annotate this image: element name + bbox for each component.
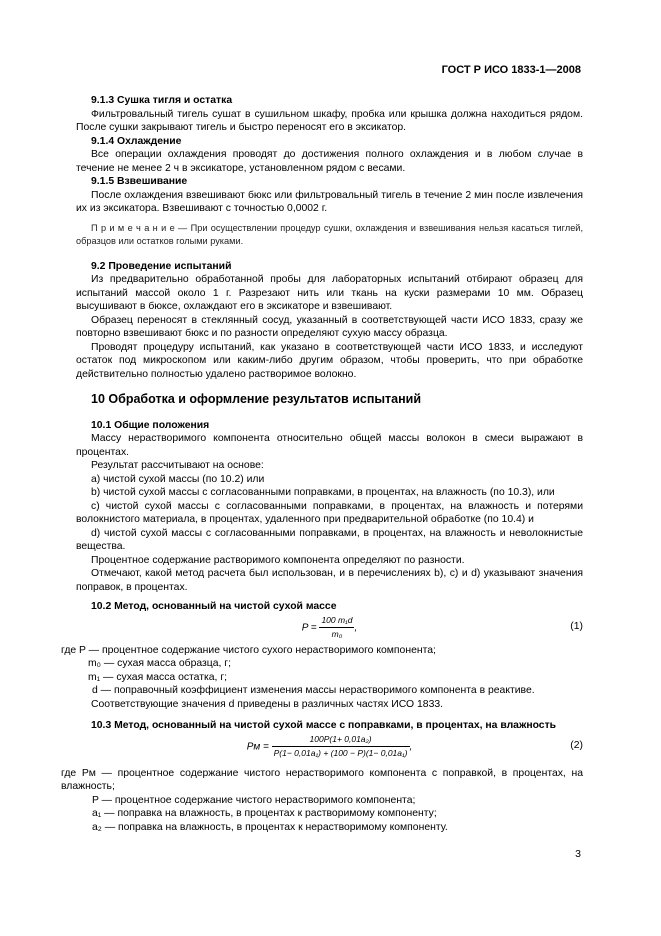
formula-2-definitions (61, 767, 583, 835)
definition-a2: a₂ — поправка на влажность, в процентах к нерастворимому компоненту. (92, 821, 448, 833)
list-item-a: a) чистой сухой массы (по 10.2) или (91, 473, 265, 485)
note (76, 222, 583, 248)
page-number: 3 (575, 848, 581, 860)
section-10-1-para-4: Отмечают, какой метод расчета был использован, и в перечислениях b), c) и d) указывают значения поправок, в процентах. (76, 568, 583, 593)
definition-m0: m₀ — сухая масса образца, г; (88, 658, 231, 669)
section-9-1-4-title: 9.1.4 Охлаждение (91, 135, 182, 147)
formula-2-numerator: 100P(1+ 0,01a₂) (272, 733, 410, 748)
section-9-2-para-2: Образец переносят в стеклянный сосуд, указанный в соответствующей части ИСО 1833, сразу же повторно взвешивают бюкс и по разности определяют сухую массу образца. (76, 314, 583, 339)
definition-pm: где Pм — процентное содержание чистого нерастворимого компонента с поправкой, в процентах, на влажность; (61, 767, 583, 792)
definition-a1: a₁ — поправка на влажность, в процентах к растворимому компоненту; (92, 808, 437, 819)
document-header: ГОСТ Р ИСО 1833-1—2008 (441, 64, 581, 76)
formula-1-definitions (61, 644, 583, 712)
page-content (61, 94, 583, 834)
definition-m1: m₁ — сухая масса остатка, г; (88, 671, 227, 683)
formula-2-lhs: Pм = (246, 741, 269, 753)
note-label: П р и м е ч а н и е — (91, 222, 188, 233)
section-10-1-para-2: Результат рассчитывают на основе: (91, 460, 264, 471)
section-9-1-4-text: Все операции охлаждения проводят до достижения полного охлаждения и в любом случае в течение не менее 2 ч в эксикаторе, установленном рядом с весами. (76, 149, 583, 174)
definition-p: где P — процентное содержание чистого сухого нерастворимого компонента; (61, 644, 436, 656)
section-9-2-para-1: Из предварительно обработанной пробы для лабораторных испытаний отбирают образец для испытаний массой около 1 г. Разрезают нить или ткань на куски размерами 10 мм. Образец высушивают в бюксе, охлаждают его в эксикаторе и взвешивают. (76, 274, 583, 312)
formula-2: Pм = $\frac{\text{100P(1+ 0,01a₂)}}{\text{P(1− 0,01a₁) + (100 − P)(1− 0,01a₁)}}$ , (2) (76, 733, 583, 763)
note-text: При осуществлении процедур сушки, охлаждения и взвешивания нельзя касаться тиглей, образцов или остатков голыми руками. (76, 222, 583, 246)
formula-1-lhs: P = (301, 622, 317, 634)
definition-d: d — поправочный коэффициент изменения массы нерастворимого компонента в реактиве. (92, 685, 535, 696)
formula-1-fraction (319, 614, 354, 642)
definition-p2: P — процентное содержание чистого нерастворимого компонента; (92, 794, 416, 806)
list-item-b: b) чистой сухой массы с согласованными поправками, в процентах, на влажность (по 10.3), или (91, 487, 555, 498)
formula-1-numerator: 100 m₁d (319, 614, 354, 629)
section-9-1-5-title: 9.1.5 Взвешивание (91, 176, 188, 187)
section-9-2-title: 9.2 Проведение испытаний (91, 260, 232, 272)
section-10-title: 10 Обработка и оформление результатов испытаний (91, 392, 422, 406)
formula-1-denominator: m₀ (331, 629, 343, 639)
section-10-1-para-1: Массу нерастворимого компонента относительно общей массы волокон в смеси выражают в процентах. (76, 433, 583, 458)
section-10-2-title: 10.2 Метод, основанный на чистой сухой массе (91, 601, 337, 612)
formula-1: P = $\frac{\text{100 m₁d}}{\text{m₀}}$ , (1) (76, 614, 583, 640)
formula-1-number: (1) (570, 620, 583, 632)
list-item-c: c) чистой сухой массы с согласованными поправками, в процентах, на влажность и потерями волокнистого материала, в процентах, удаленного при предварительной обработке (по 10.4) и (76, 500, 583, 525)
list-item-d: d) чистой сухой массы с согласованными поправками, в процентах, на влажность и неволокнистые вещества. (76, 527, 583, 552)
section-9-1-5-text: После охлаждения взвешивают бюкс или фильтровальный тигель в течение 2 мин после извлечения их из эксикатора. Взвешивают с точностью 0,0002 г. (76, 189, 583, 214)
section-9-1-3-text: Фильтровальный тигель сушат в сушильном шкафу, пробка или крышка должна находиться рядом. После сушки закрывают тигель и быстро переносят его в эксикатор. (76, 108, 583, 133)
formula-2-fraction (272, 733, 410, 761)
section-10-1-para-3: Процентное содержание растворимого компонента определяют по разности. (91, 554, 465, 566)
section-10-1-title: 10.1 Общие положения (91, 419, 210, 431)
formula-2-denominator: P(1− 0,01a₁) + (100 − P)(1− 0,01a₁) (273, 748, 408, 758)
section-9-1-3-title: 9.1.3 Сушка тигля и остатка (91, 95, 233, 106)
definition-note: Соответствующие значения d приведены в различных частях ИСО 1833. (91, 698, 444, 710)
section-10-3-title: 10.3 Метод, основанный на чистой сухой массе с поправками, в процентах, на влажность (91, 720, 557, 731)
formula-2-number: (2) (570, 739, 583, 751)
section-9-2-para-3: Проводят процедуру испытаний, как указано в соответствующей части ИСО 1833, и исследуют остаток под микроскопом или каким-либо другим образом, чтобы проверить, что при обработке действительно полностью удалено растворимое волокно. (76, 341, 583, 380)
